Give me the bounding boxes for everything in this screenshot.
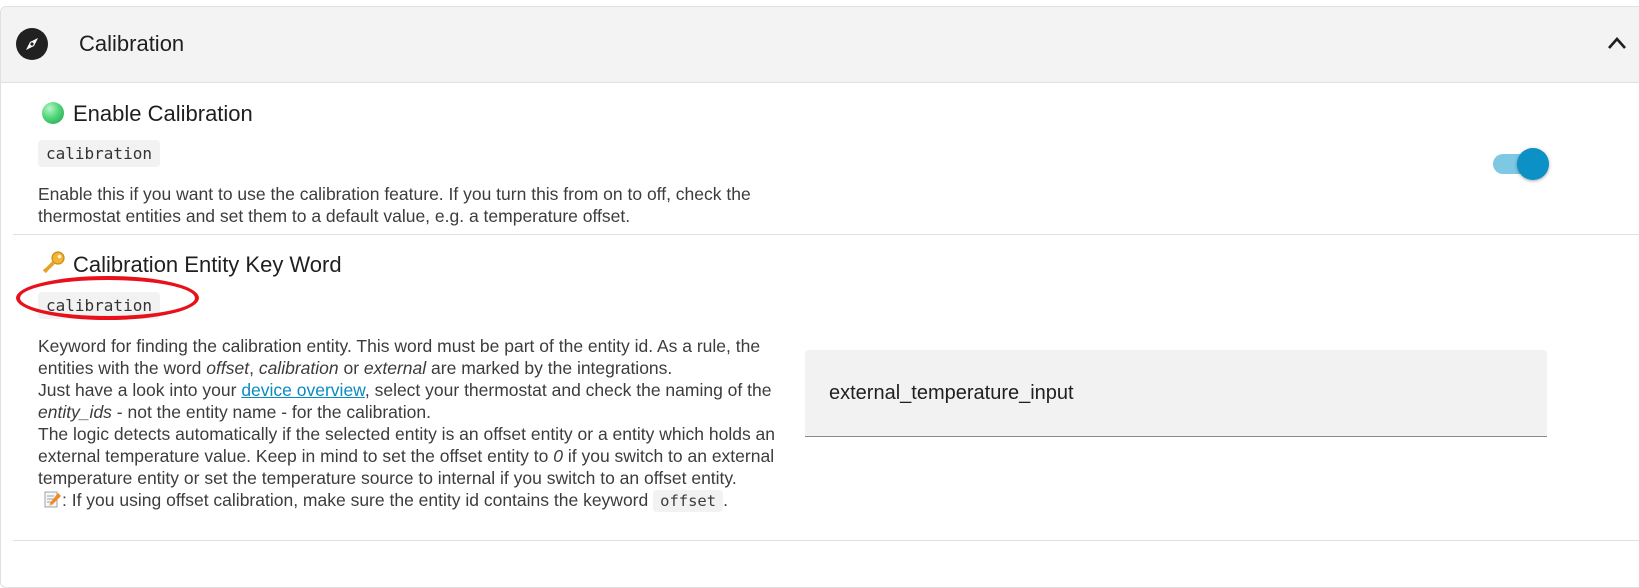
calibration-panel [0, 6, 1639, 588]
setting-key-chip: calibration [38, 140, 160, 167]
desc-text: if you switch to an external temperature entity or set the temperature source to internal if you switch to an offset entity. [38, 446, 775, 488]
device-overview-link[interactable]: device overview [241, 380, 365, 400]
desc-external: external [363, 358, 427, 378]
highlight-annotation [16, 276, 199, 320]
setting-row-calibration-keyword [13, 234, 1639, 541]
compass-icon [16, 28, 48, 60]
input-value[interactable]: external_temperature_input [829, 382, 1074, 404]
desc-text: , [249, 358, 259, 378]
setting-title: Calibration Entity Key Word [73, 252, 342, 277]
section-header[interactable] [1, 7, 1639, 83]
setting-description [38, 335, 798, 514]
setting-key-chip: calibration [38, 292, 160, 319]
toggle-knob[interactable] [1517, 148, 1549, 180]
desc-calibration: calibration [258, 358, 339, 378]
setting-row-enable-calibration [13, 82, 1639, 235]
memo-icon [42, 489, 62, 514]
desc-zero: 0 [553, 446, 563, 466]
green-circle-icon [42, 102, 64, 124]
desc-text: Just have a look into your [38, 380, 242, 400]
desc-note: : If you using offset calibration, make sure the entity id contains the keyword [62, 490, 654, 510]
setting-title: Enable Calibration [73, 101, 253, 126]
desc-text: or [338, 358, 364, 378]
desc-text: , select your thermostat and check the naming of the [364, 380, 772, 400]
desc-text: are marked by the integrations. [426, 358, 673, 378]
calibration-keyword-input[interactable] [805, 350, 1547, 437]
setting-description: Enable this if you want to use the calibration feature. If you turn this from on to off, check the thermostat entities and set them to a default value, e.g. a temperature offset. [38, 184, 751, 226]
desc-offset: offset [206, 358, 250, 378]
inline-code-offset: offset [653, 490, 723, 512]
key-icon [41, 250, 67, 281]
chevron-up-icon[interactable] [1606, 34, 1628, 57]
desc-text: - not the entity name - for the calibration. [111, 402, 431, 422]
section-title: Calibration [79, 31, 185, 56]
enable-calibration-toggle[interactable] [1491, 148, 1549, 180]
desc-text: The logic detects automatically if the selected entity is an offset entity or a entity which holds an external temperature value. Keep in mind to set the offset entity to [38, 424, 776, 466]
desc-text: Keyword for finding the calibration entity. This word must be part of the entity id. As a rule, the entities with the word [38, 336, 761, 378]
desc-text: . [723, 490, 728, 510]
desc-entity-ids: entity_ids [38, 402, 112, 422]
